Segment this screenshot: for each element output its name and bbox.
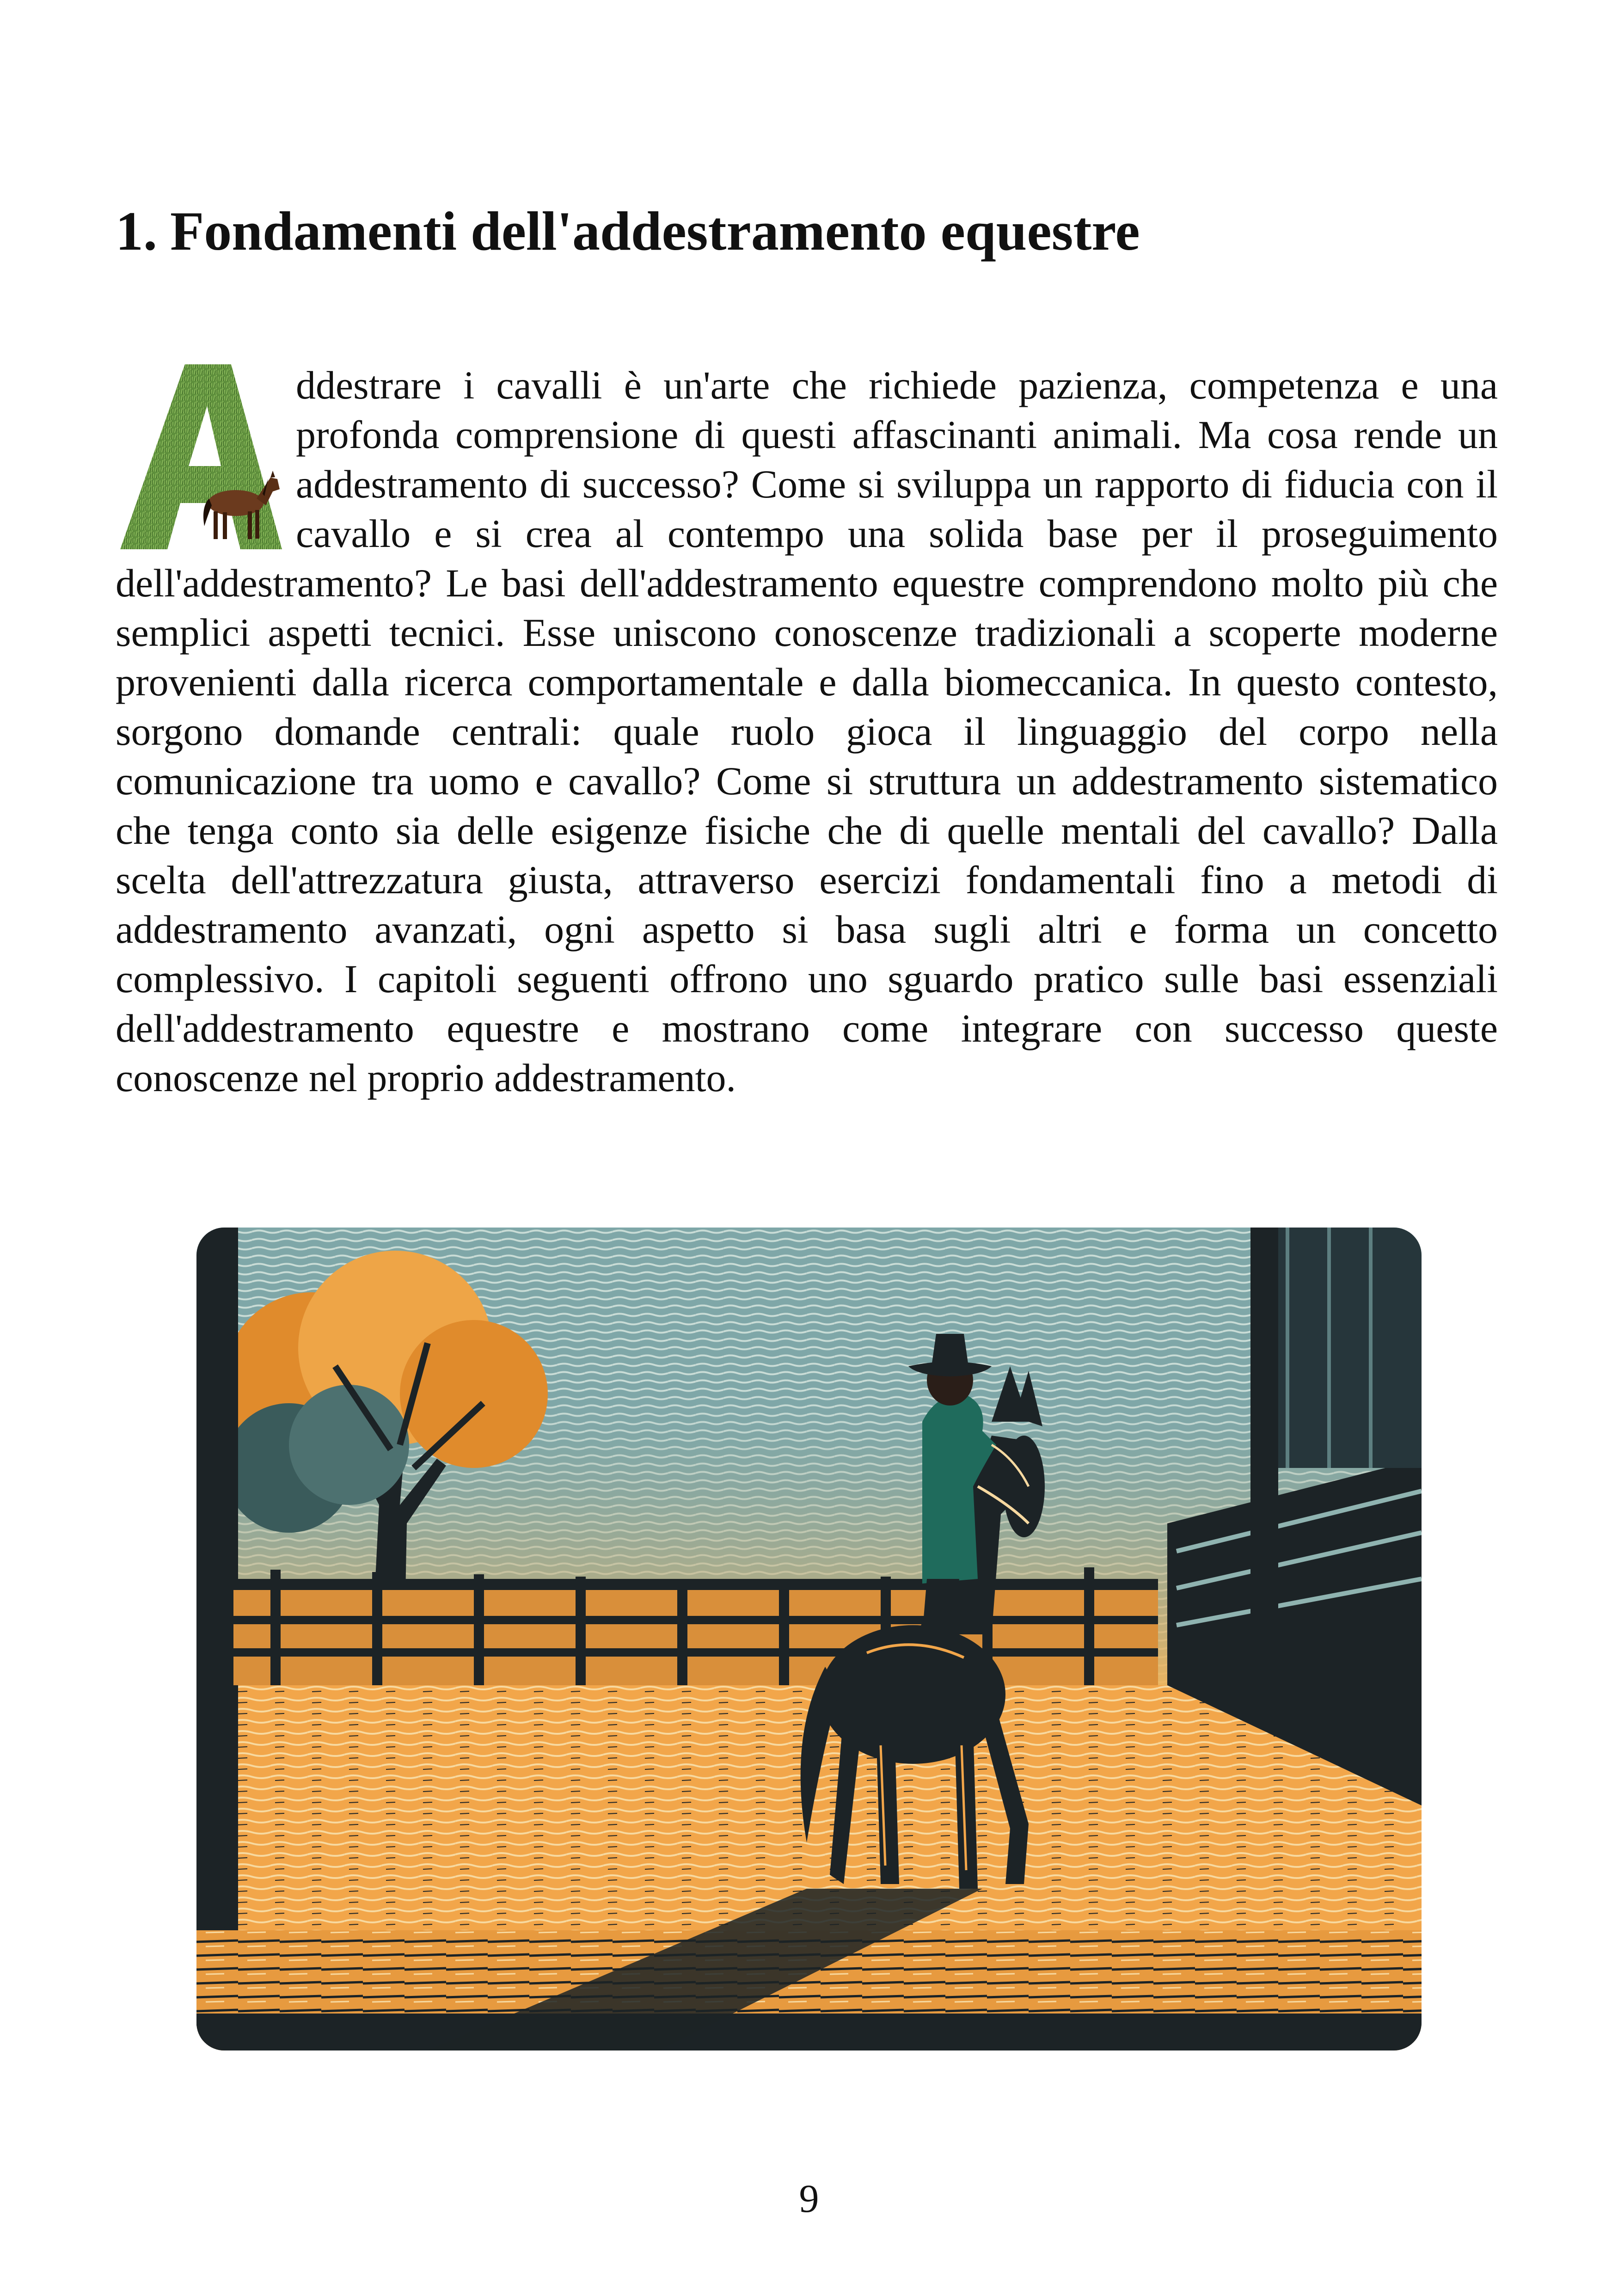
- chapter-title: Fondamenti dell'addestramento equestre: [170, 200, 1140, 262]
- chapter-heading: [116, 194, 1502, 268]
- fence: [233, 1567, 1158, 1690]
- chapter-number: 1.: [116, 200, 157, 262]
- illustration: [196, 1228, 1422, 2050]
- body-text: ddestrare i cavalli è un'arte che richiede pazienza, competenza e una profonda comprensione di questi affascinanti animali. Ma cosa rende un addestramento di successo? Come si sviluppa un rapporto di fiducia con il cavallo e si crea al contempo una solida base per il proseguimento dell'addestramento? Le basi dell'addestramento equestre comprendono molto più che semplici aspetti tecnici. Esse uniscono conoscenze tradizionali a scoperte moderne provenienti dalla ricerca comportamentale e dalla biomeccanica. In questo contesto, sorgono domande centrali: quale ruolo gioca il linguaggio del corpo nella comunicazione tra uomo e cavallo? Come si struttura un addestramento sistematico che tenga conto sia delle esigenze fisiche che di quelle mentali del cavallo? Dalla scelta dell'attrezzatura giusta, attraverso esercizi fondamentali fino a metodi di addestramento avanzati, ogni aspetto si basa sugli altri e forma un concetto complessivo. I capitoli seguenti offrono uno sguardo pratico sulle basi essenziali dell'addestramento equestre e mostrano come integrare con successo queste conoscenze nel proprio addestramento.: [116, 363, 1498, 1100]
- rider-horse-arena-image: [196, 1228, 1422, 2050]
- body-paragraph: [116, 355, 1498, 1103]
- grass-letter-a-icon: [116, 355, 287, 554]
- drop-cap-letter: [116, 355, 287, 554]
- page-number: 9: [799, 2176, 819, 2221]
